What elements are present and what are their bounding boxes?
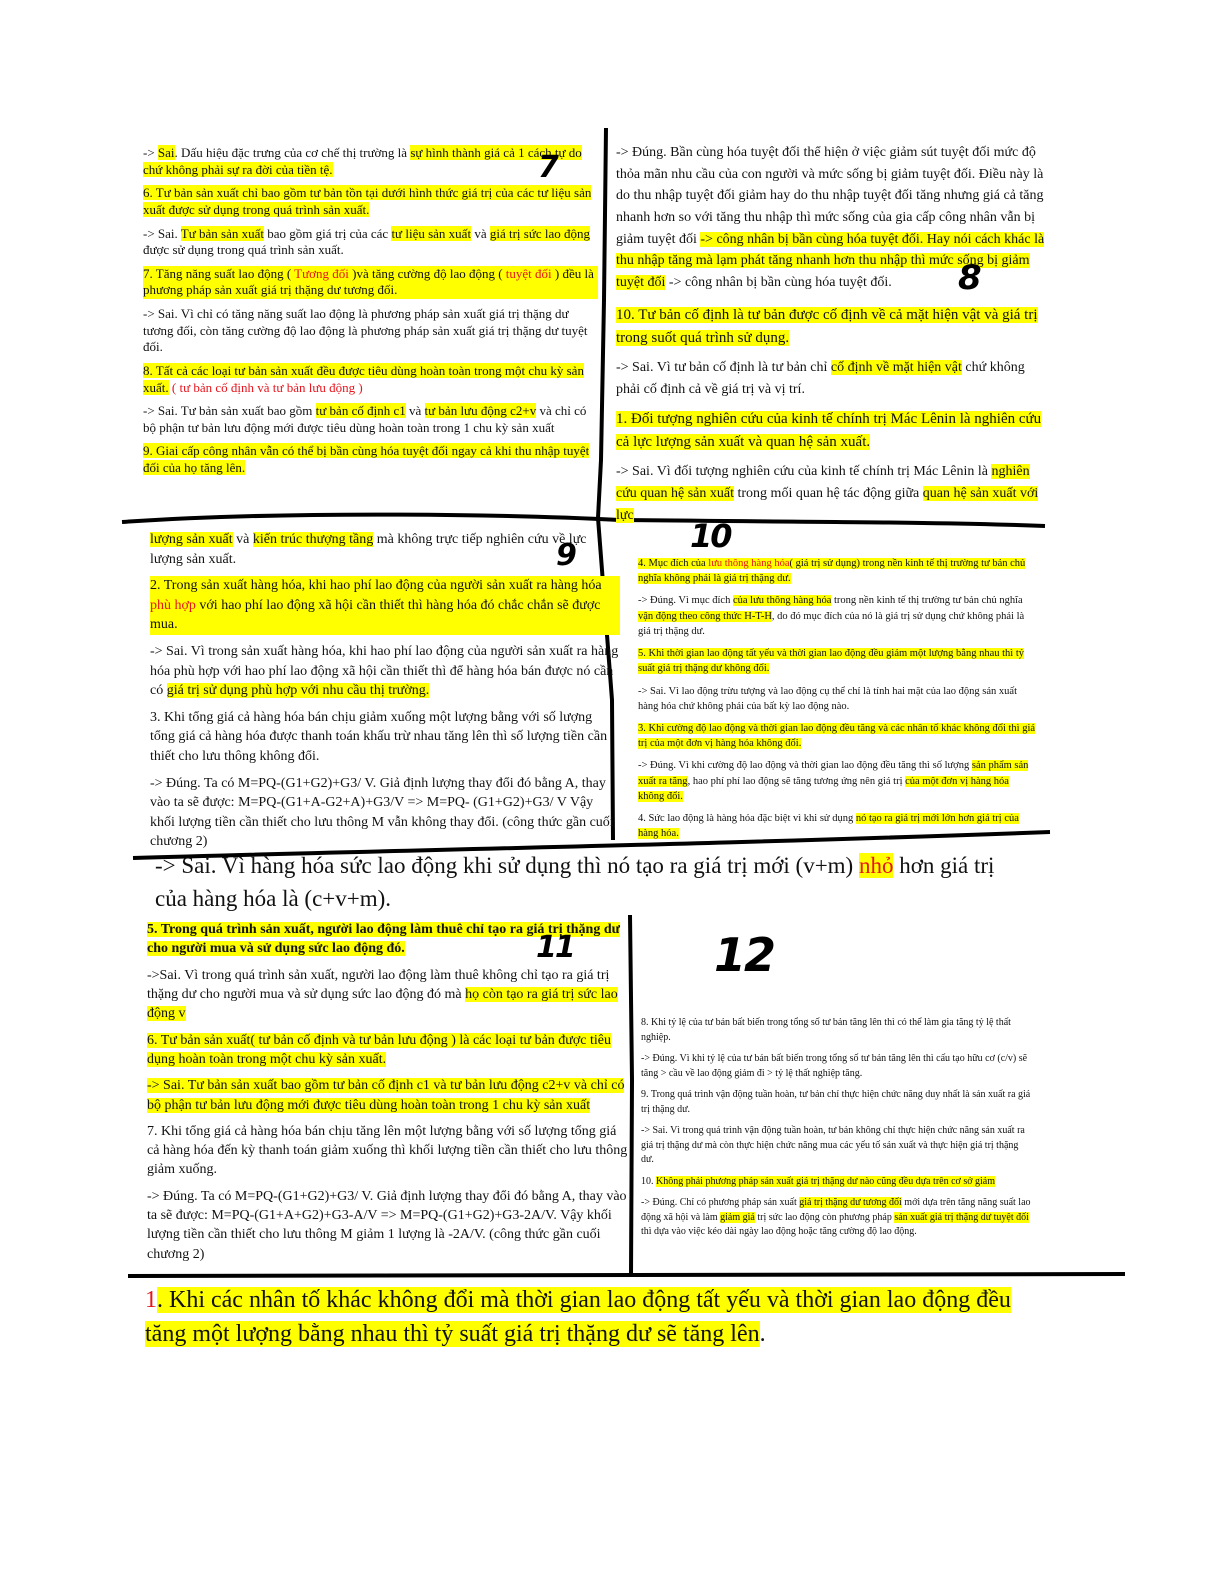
large-question-banner: 1. Khi các nhân tố khác không đổi mà thời gian lao động tất yếu và thời gian lao động đều tăng một lượng bằng nhau thì tỷ suất giá trị thặng dư sẽ tăng lên. — [145, 1287, 1011, 1348]
section-8-right — [616, 142, 1046, 533]
q8-answer-9: -> Đúng. Bần cùng hóa tuyệt đối thể hiện ở việc giảm sút tuyệt đối mức độ thỏa mãn nhu cầu của con người và mức sống bị giảm tuyệt đối. Điều này là do thu nhập tuyệt đối giảm hay do thu nhập tuyệt đối tăng nhưng giá cả tăng nhanh hơn so với tăng thu nhập thì mức sống của gia cấp công nhân vẫn bị giảm tuyệt đối -> công nhân bị bần cùng hóa tuyệt đối. Hay nói cách khác là thu nhập tăng mà lạm phát tăng nhanh hơn thu nhập thì mức sống bị giảm tuyệt đối -> công nhân bị bần cùng hóa tuyệt đối. — [616, 145, 1045, 291]
handwritten-number-10: 10 — [690, 517, 731, 555]
q9-answer-2: -> Sai. Vì trong sản xuất hàng hóa, khi hao phí lao động của người sản xuất ra hàng hóa phù hợp với hao phí lao động xã hội cần thiết thì để hàng hóa bán được nó cần có giá trị sử dụng phù hợp với nhu cầu thị trường. — [150, 643, 619, 699]
q7-question-6: 6. Tư bản sản xuất chỉ bao gồm tư bản tồn tại dưới hình thức giá trị của các tư liệu sản xuất được sử dụng trong quá trình sản xuất. — [143, 185, 592, 217]
q8-answer-10: -> Sai. Vì tư bản cố định là tư bản chỉ cố định về mặt hiện vật chứ không phải cố định cả về giá trị và vị trí. — [616, 360, 1025, 397]
q9-question-3: 3. Khi tổng giá cả hàng hóa bán chịu giảm xuống một lượng bằng với số lượng tổng giá cả hàng hóa được thanh toán khấu trừ nhau tăng lên thì số lượng tiền cần thiết cho lưu thông không đổi. — [150, 709, 608, 764]
q12-answer-9: -> Sai. Vì trong quá trình vận động tuần hoàn, tư bản không chỉ thực hiện chức năng sản xuất ra giá trị thặng dư mà còn thực hiện chức năng mua các yếu tố sản xuất và thực hiện giá trị thặng dư. — [641, 1125, 1025, 1165]
q7-answer-8: -> Sai. Tư bản sản xuất bao gồm tư bản cố định c1 và tư bản lưu động c2+v và chỉ có bộ phận tư bản lưu động mới được tiêu dùng hoàn toàn trong 1 chu kỳ sản xuất — [143, 403, 587, 435]
q10-question-5: 5. Khi thời gian lao động tất yếu và thời gian lao động đều giảm một lượng bằng nhau thì tỷ suất giá trị thặng dư không đổi. — [638, 648, 1024, 675]
q10-answer-5: -> Sai. Vì lao động trừu tượng và lao động cụ thể chỉ là tính hai mặt của lao động sản xuất hàng hóa chứ không phải của bất kỳ lao động nào. — [638, 685, 1017, 712]
q8-question-10: 10. Tư bản cố định là tư bản được cố định về cả mặt hiện vật và giá trị trong suốt quá trình sử dụng. — [616, 306, 1038, 347]
q7-question-8: 8. Tất cả các loại tư bản sản xuất đều được tiêu dùng hoàn toàn trong một chu kỳ sản xuất. ( tư bản cố định và tư bản lưu động ) — [143, 362, 584, 395]
q11-answer-7: -> Đúng. Ta có M=PQ-(G1+G2)+G3/ V. Giả định lượng thay đổi đó bằng A, thay vào ta sẽ được: M=PQ-(G1+A+G2)+G3-A/V => M=PQ-(G1+G2)+G3-2A/V. Vậy khối lượng tiền cần thiết cho lưu thông M giảm 1 lượng là -2A/V. (công thức gần cuối chương 2) — [147, 1188, 627, 1262]
q7-answer-7: -> Sai. Vì chỉ có tăng năng suất lao động là phương pháp sản xuất giá trị thặng dư tương đối, còn tăng cường độ lao động là phương pháp sản xuất giá trị thặng dư tuyệt đối. — [143, 306, 588, 355]
section-10-right — [638, 556, 1036, 849]
q11-question-5: 5. Trong quá trình sản xuất, người lao động làm thuê chỉ tạo ra giá trị thặng dư cho người mua và sử dụng sức lao động đó. — [147, 922, 621, 957]
q7-question-9: 9. Giai cấp công nhân vẫn có thể bị bần cùng hóa tuyệt đối ngay cả khi thu nhập tuyệt đối của họ tăng lên. — [143, 443, 590, 475]
q8-question-1: 1. Đối tượng nghiên cứu của kinh tế chính trị Mác Lênin là nghiên cứu cả lực lượng sản xuất và quan hệ sản xuất. — [616, 410, 1042, 450]
handwritten-number-9: 9 — [556, 538, 575, 573]
q9-question-2: 2. Trong sản xuất hàng hóa, khi hao phí lao động của người sản xuất ra hàng hóa phù hợp với hao phí lao động xã hội cần thiết thì hàng hóa đó chắc chắn sẽ được mua. — [150, 576, 620, 635]
q8-answer-1: -> Sai. Vì đối tượng nghiên cứu của kinh tế chính trị Mác Lênin là nghiên cứu quan hệ sản xuất trong mối quan hệ tác động giữa quan hệ sản xuất với lực — [616, 464, 1039, 523]
large-answer-banner: -> Sai. Vì hàng hóa sức lao động khi sử dụng thì nó tạo ra giá trị mới (v+m) nhỏ hơn giá trị của hàng hóa là (c+v+m). — [155, 853, 995, 911]
handwritten-number-8: 8 — [958, 258, 980, 298]
q11-answer-6: -> Sai. Tư bản sản xuất bao gồm tư bản cố định c1 và tư bản lưu động c2+v và chỉ có bộ phận tư bản lưu động mới được tiêu dùng hoàn toàn trong 1 chu kỳ sản xuất — [147, 1078, 625, 1113]
q10-question-4: 4. Mục đích của lưu thông hàng hóa( giá trị sử dụng) trong nền kinh tế thị trường tư bản chủ nghĩa không phải là giá trị thặng dư. — [638, 558, 1026, 585]
handwritten-number-12: 12 — [714, 928, 775, 982]
q11-question-7: 7. Khi tổng giá cả hàng hóa bán chịu tăng lên một lượng bằng với số lượng tổng giá cả hàng hóa đến kỳ thanh toán giảm xuống thì khối lượng tiền cần thiết cho lưu thông giảm xuống. — [147, 1123, 628, 1178]
section-9-left — [150, 530, 620, 859]
q7-question-7: 7. Tăng năng suất lao động ( Tương đối )và tăng cường độ lao động ( tuyệt đối ) đều là phương pháp sản xuất giá trị thặng dư tương đối. — [143, 266, 598, 299]
section-12-right — [641, 1016, 1033, 1247]
q11-question-6: 6. Tư bản sản xuất( tư bản cố định và tư bản lưu động ) là các loại tư bản được tiêu dụng hoàn toàn trong một chu kỳ sản xuất. — [147, 1032, 611, 1067]
q12-question-8: 8. Khi tỷ lệ của tư bản bất biến trong tổng số tư bản tăng lên thì có thể làm gia tăng tỷ lệ thất nghiệp. — [641, 1017, 1011, 1043]
q10-answer-3: -> Đúng. Vì khi cường độ lao động và thời gian lao động đều tăng thì số lượng sản phẩm sản xuất ra tăng, hao phí phí lao động sẽ tăng tương ứng nên giá trị của một đơn vị hàng hóa không đổi. — [638, 760, 1029, 802]
q12-question-9: 9. Trong quá trình vận động tuần hoàn, tư bản chỉ thực hiện chức năng duy nhất là sản xuất ra giá trị thặng dư. — [641, 1089, 1031, 1115]
q11-answer-5: ->Sai. Vì trong quá trình sản xuất, người lao động làm thuê không chỉ tạo ra giá trị thặng dư cho người mua và sử dụng sức lao động đó mà họ còn tạo ra giá trị sức lao động v — [147, 967, 618, 1022]
q12-answer-10: -> Đúng. Chỉ có phương pháp sản xuất giá trị thặng dư tương đối mới dựa trên tăng năng suất lao động xã hội và làm giảm giá trị sức lao động còn phương pháp sản xuất giá trị thặng dư tuyệt đối thì dựa vào việc kéo dài ngày lao động hoặc tăng cường độ lao động. — [641, 1197, 1031, 1237]
q10-answer-4: -> Đúng. Vì mục đích của lưu thông hàng hóa trong nền kinh tế thị trường tư bản chủ nghĩa vận động theo công thức H-T-H, do đó mục đích của nó là giá trị sử dụng chứ không phải là giá trị thặng dư. — [638, 595, 1025, 637]
q12-question-10: 10. Không phải phương pháp sản xuất giá trị thặng dư nào cũng đều dựa trên cơ sở giảm — [641, 1175, 995, 1187]
handwritten-number-11: 11 — [536, 930, 574, 965]
q12-answer-8: -> Đúng. Vì khi tỷ lệ của tư bản bất biến trong tổng số tư bản tăng lên thì cấu tạo hữu cơ (c/v) sẽ tăng > cầu về lao động giảm đi > tỷ lệ thất nghiệp tăng. — [641, 1053, 1028, 1079]
q10-question-3: 3. Khi cường độ lao động và thời gian lao động đều tăng và các nhân tố khác không đổi thì giá trị của một đơn vị hàng hóa không đổi. — [638, 722, 1036, 750]
q9-answer-3: -> Đúng. Ta có M=PQ-(G1+G2)+G3/ V. Giả định lượng thay đổi đó bằng A, thay vào ta sẽ được: M=PQ-(G1+A-G2+A)+G3/V => M=PQ- (G1+G2)+G3/ V Vậy khối lượng tiền cần thiết cho lưu thông M vẫn không thay đổi. (công thức gần cuối chương 2) — [150, 775, 614, 850]
section-7-left — [143, 145, 598, 484]
q7-answer-1: -> Sai. Dấu hiệu đặc trưng của cơ chế thị trường là sự hình thành giá cả 1 cách tự do chứ không phải sự ra đời của tiền tệ. — [143, 145, 582, 177]
q7-answer-6: -> Sai. Tư bản sản xuất bao gồm giá trị của các tư liệu sản xuất và giá trị sức lao động được sử dụng trong quá trình sản xuất. — [143, 225, 591, 258]
q10-question-4b: 4. Sức lao động là hàng hóa đặc biệt vì khi sử dụng nó tạo ra giá trị mới lớn hơn giá trị của hàng hóa. — [638, 813, 1019, 840]
handwritten-number-7: 7 — [538, 150, 557, 185]
section-11-left — [147, 920, 629, 1271]
q9-continuation: lượng sản xuất và kiến trúc thượng tầng mà không trực tiếp nghiên cứu về lực lượng sản xuất. — [150, 532, 587, 567]
